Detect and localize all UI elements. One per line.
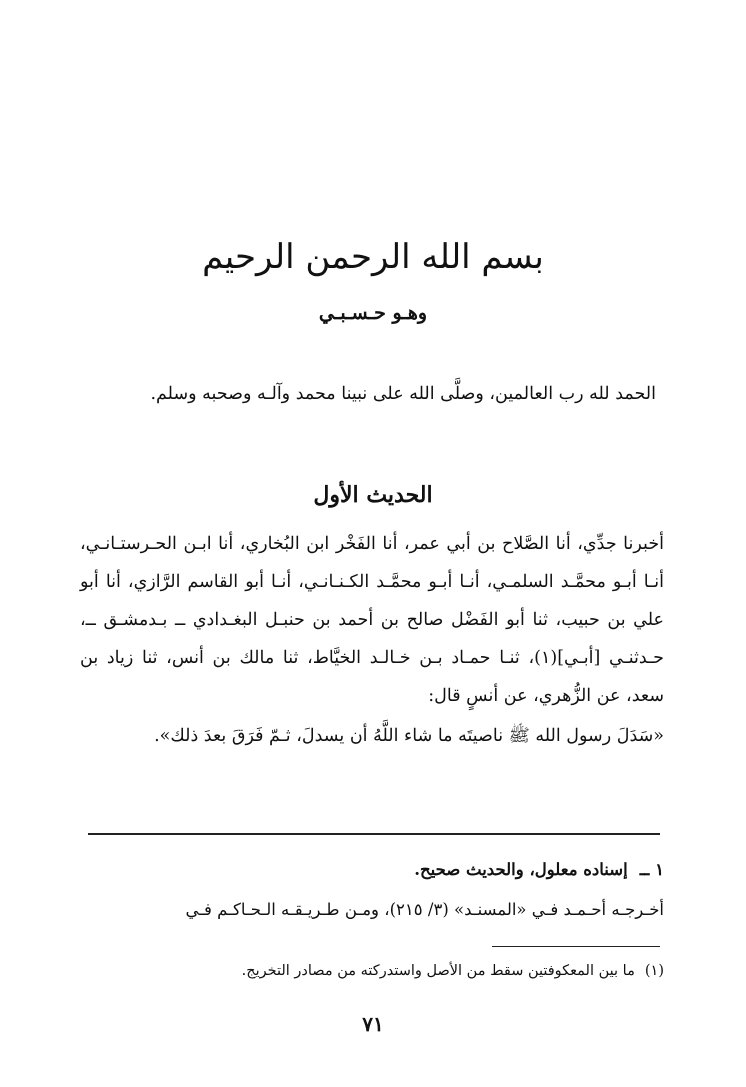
hadith-body [80,525,664,755]
footnote-divider [492,946,660,947]
notes-divider [88,833,660,835]
intro-paragraph [88,372,656,416]
footnote [80,958,664,984]
hadith-matn: «سَدَلَ رسول الله ﷺ ناصيتَه ما شاء اللَّهُ أن يسدلَ، ثـمّ فَرَقَ بعدَ ذلك». [154,726,664,746]
hadith-isnad: أخبرنا جدِّي، أنا الصَّلاح بن أبي عمر، أنا الفَخْر ابن البُخاري، أنا ابـن الحـرستـانـي، أنـا أبـو محمَّـد السلمـي، أنـا أبـو محمَّـد الكـنـانـي، أنـا أبو القاسم الرَّازي، أنا أبو علي بن حبيب، ثنا أبو الفَضْل صالح بن أحمد بن حنبـل البغـدادي ــ بـدمشـق ــ، حـدثنـي [أبـي](١)، ثنـا حمـاد بـن خـالـد الخيَّاط، ثنا مالك بن أنس، ثنا زياد بن سعد، عن الزُّهري، عن أنسٍ قال: [80,534,664,706]
hasbi-subtitle: وهـو حـسـبـي [318,302,428,324]
footnote-text: ما بين المعكوفتين سقط من الأصل واستدركته من مصادر التخريج. [241,963,635,979]
note-heading: إسناده معلول، والحديث صحيح. [414,860,628,879]
note-text: أخـرجـه أحـمـد فـي «المسنـد» (٣/ ٢١٥)، ومـن طـريـقـه الـحـاكـم فـي [185,900,664,919]
takhrij-notes [80,850,664,930]
footnote-marker: (١) [644,963,664,979]
hadith-title: الحديث الأول [313,482,433,508]
note-number: ١ ــ [639,860,664,879]
basmala-calligraphy: بسم الله الرحمن الرحيم [202,237,544,277]
note-heading-line [80,850,664,890]
page-number: ٧١ [362,1012,384,1036]
intro-text: الحمد لله رب العالمين، وصلَّى الله على نبينا محمد وآلـه وصحبه وسلم. [150,384,656,404]
